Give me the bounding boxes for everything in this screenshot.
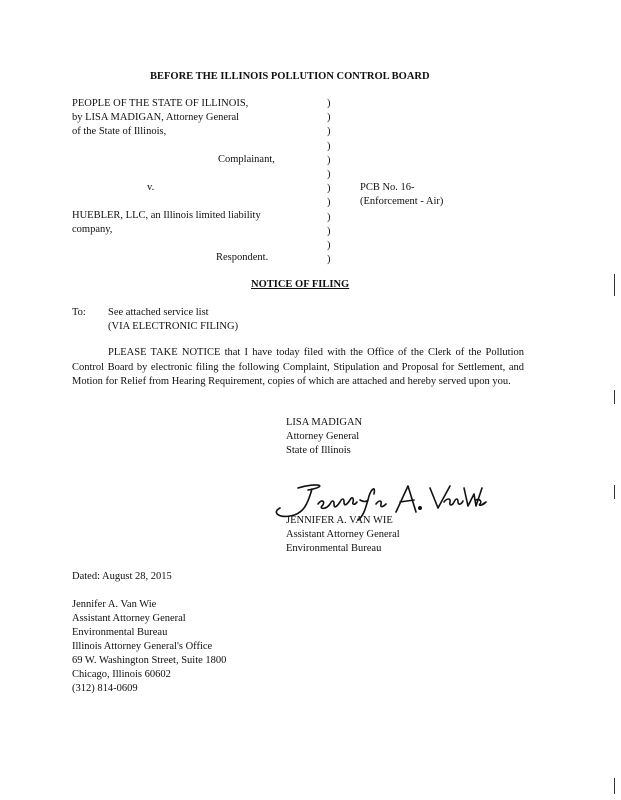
to-line: (VIA ELECTRONIC FILING): [108, 321, 239, 332]
contact-line: Illinois Attorney General's Office: [72, 641, 213, 652]
paren: ): [327, 225, 331, 237]
scan-edge-mark: [614, 390, 615, 404]
scan-edge-mark: [614, 778, 615, 794]
signatory-line: LISA MADIGAN: [286, 417, 363, 428]
respondent-role: Respondent.: [216, 252, 269, 263]
caption-paren-column: [327, 97, 331, 267]
complainant-line: of the State of Illinois,: [72, 126, 167, 137]
complainant-line: by LISA MADIGAN, Attorney General: [72, 112, 240, 123]
contact-line: 69 W. Washington Street, Suite 1800: [72, 655, 227, 666]
paren: ): [327, 168, 331, 180]
respondent-line: HUEBLER, LLC, an Illinois limited liability: [72, 210, 261, 221]
complainant-role: Complainant,: [218, 154, 275, 165]
contact-line: Jennifer A. Van Wie: [72, 599, 157, 610]
paren: ): [327, 140, 331, 152]
contact-line: Environmental Bureau: [72, 627, 168, 638]
scan-edge-mark: [614, 485, 615, 499]
paren: ): [327, 197, 331, 209]
paren: ): [327, 98, 331, 109]
paren: ): [327, 126, 331, 138]
signer-name: JENNIFER A. VAN WIE: [286, 515, 393, 526]
paren: ): [327, 239, 331, 251]
paren: ): [327, 211, 331, 223]
signer-title: Assistant Attorney General: [286, 529, 400, 540]
paren: ): [327, 254, 331, 266]
contact-line: Assistant Attorney General: [72, 613, 186, 624]
case-number: PCB No. 16-: [360, 182, 415, 193]
signatory-line: Attorney General: [286, 431, 360, 442]
scan-edge-mark: [614, 274, 615, 296]
notice-heading: NOTICE OF FILING: [251, 279, 350, 290]
to-label: To:: [72, 307, 86, 318]
paren: ): [327, 112, 331, 124]
contact-line: Chicago, Illinois 60602: [72, 669, 171, 680]
court-title: BEFORE THE ILLINOIS POLLUTION CONTROL BOARD: [150, 71, 430, 82]
to-line: See attached service list: [108, 307, 209, 318]
paren: ): [327, 183, 331, 195]
complainant-line: PEOPLE OF THE STATE OF ILLINOIS,: [72, 98, 249, 109]
dated-line: Dated: August 28, 2015: [72, 571, 172, 582]
paren: ): [327, 154, 331, 166]
contact-line: (312) 814-0609: [72, 683, 138, 694]
signer-bureau: Environmental Bureau: [286, 543, 382, 554]
versus-label: v.: [147, 182, 155, 193]
notice-body: PLEASE TAKE NOTICE that I have today filed with the Office of the Clerk of the Pollution Control Board by electronic filing the following Complaint, Stipulation and Proposal for Settlement, and Motion for Relief from Hearing Requirement, copies of which are attached and hereby served upon you.: [72, 347, 524, 388]
case-type: (Enforcement - Air): [360, 196, 444, 207]
respondent-line: company,: [72, 224, 113, 235]
signatory-line: State of Illinois: [286, 445, 351, 456]
